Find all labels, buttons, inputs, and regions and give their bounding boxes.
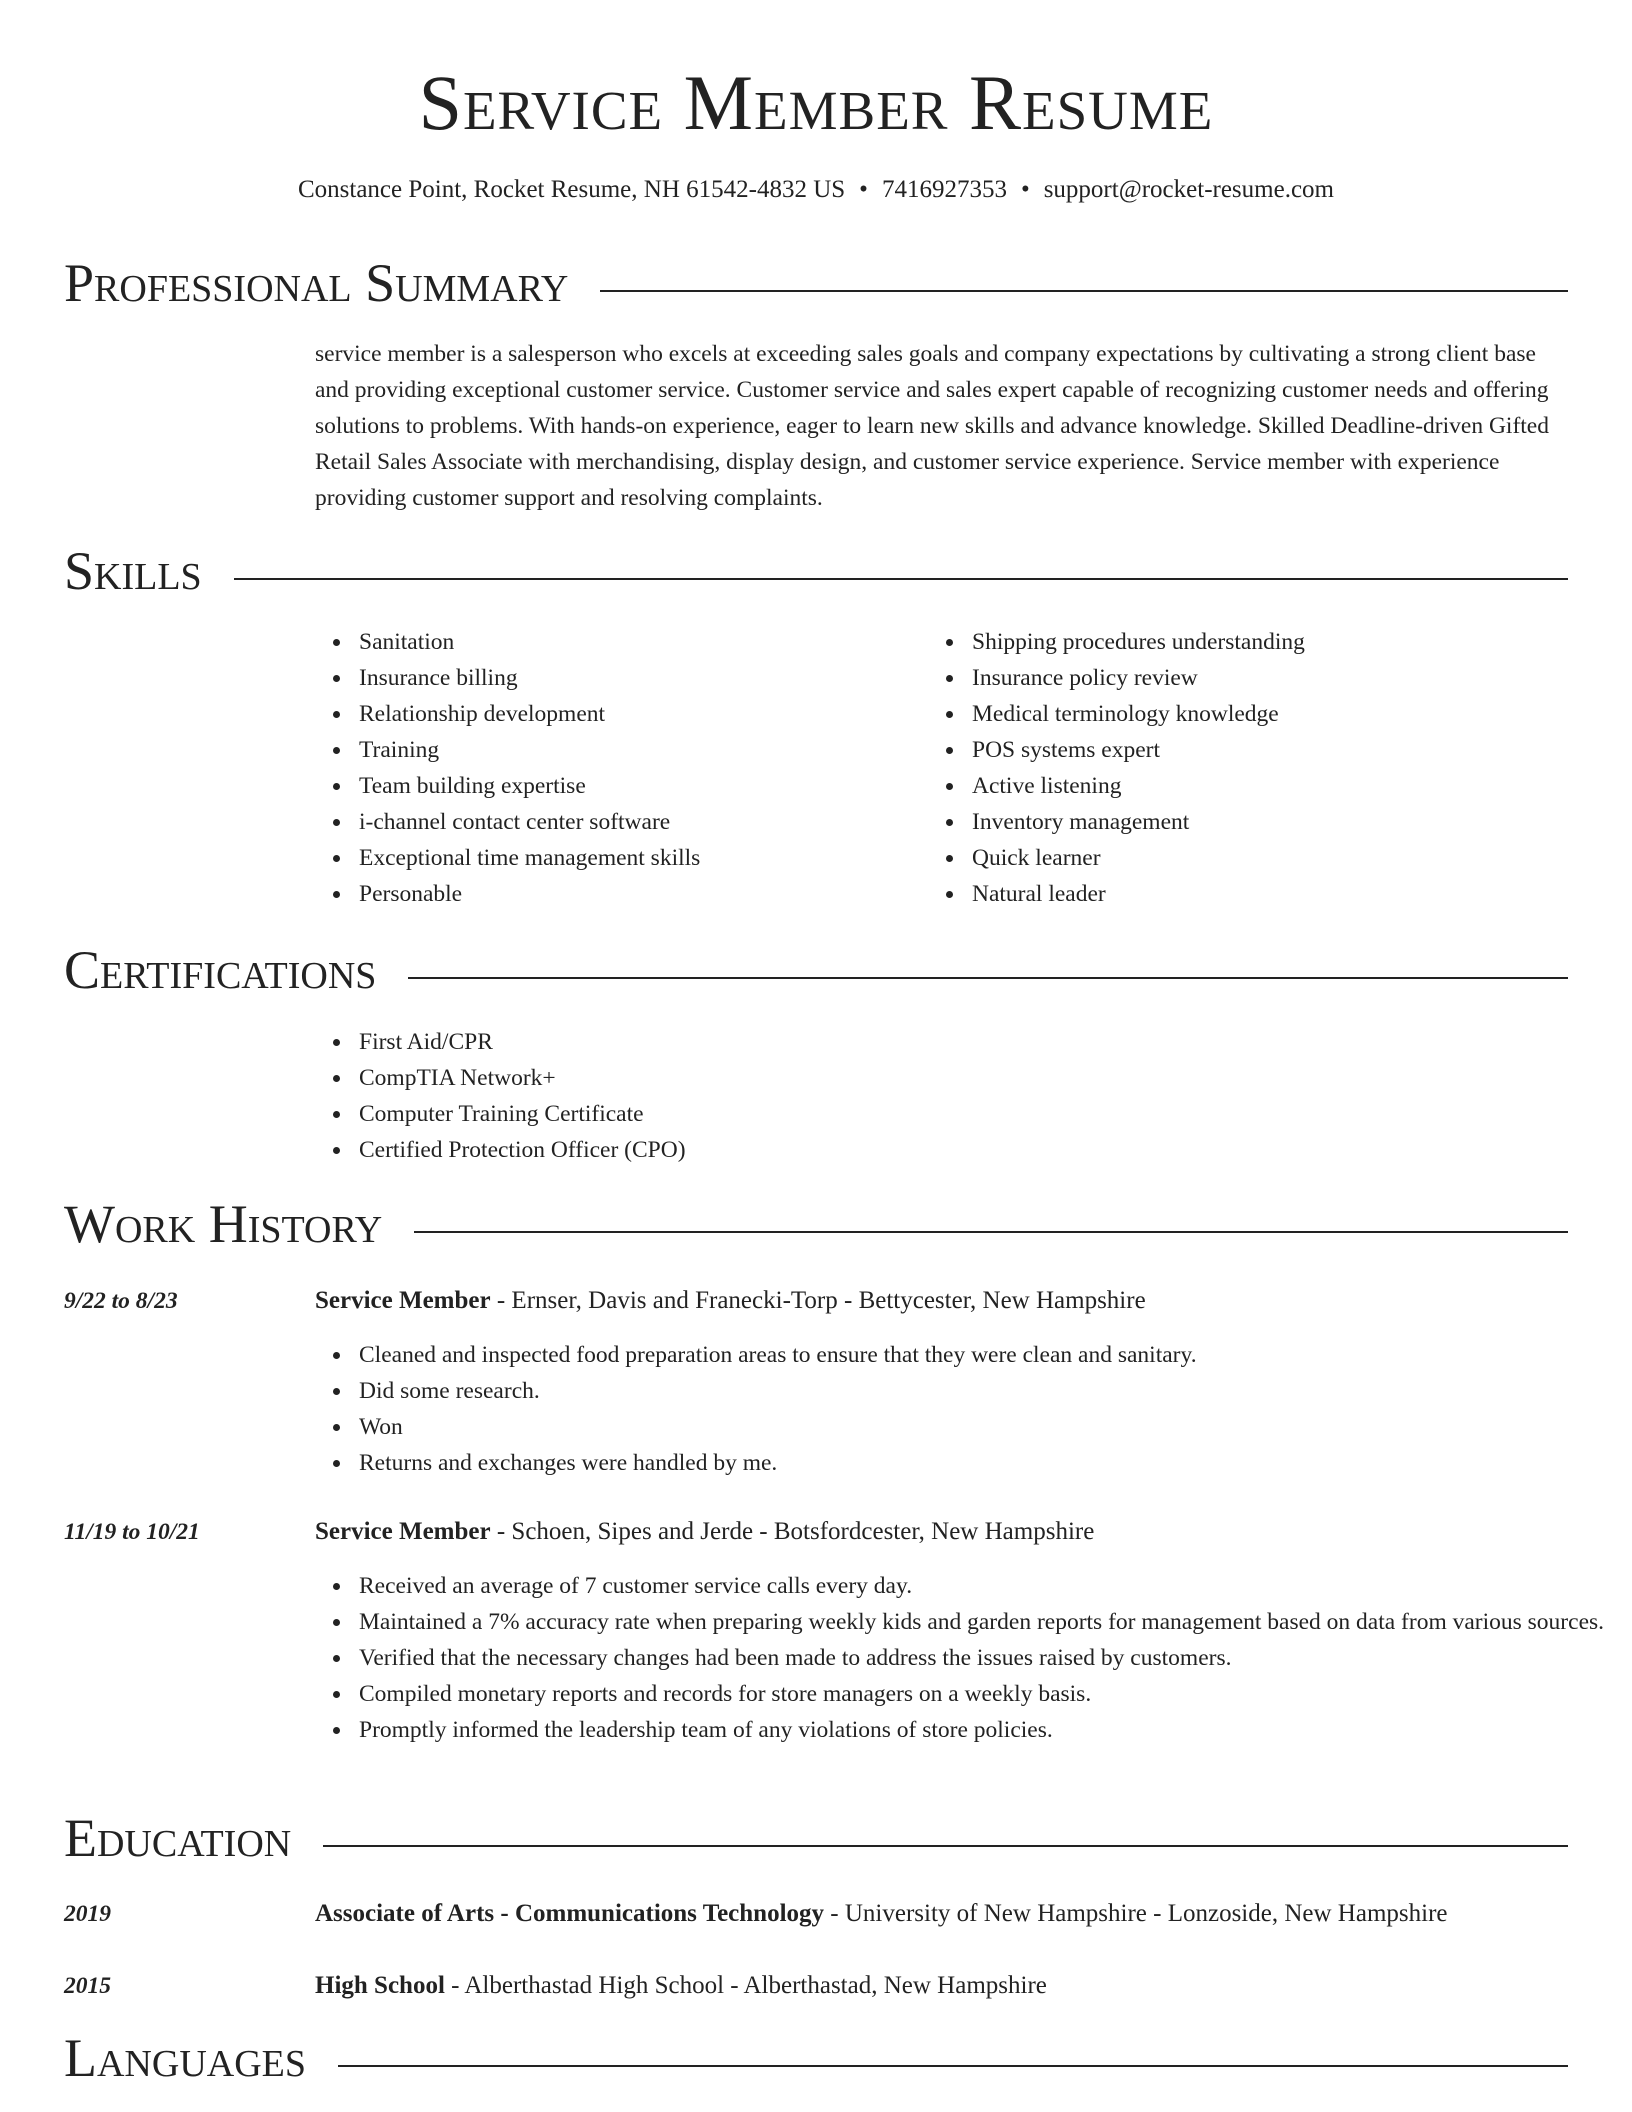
job-bullet: Maintained a 7% accuracy rate when preparing weekly kids and garden reports for management based on data from various sources. <box>359 1604 1614 1640</box>
job-bullets <box>315 1568 1614 1748</box>
skills-list-right <box>928 624 1572 912</box>
job-bullet: Promptly informed the leadership team of any violations of store policies. <box>359 1712 1614 1748</box>
education-year: 2015 <box>64 1973 111 1999</box>
job-bullet: Received an average of 7 customer service calls every day. <box>359 1568 1614 1604</box>
job-details: - Ernser, Davis and Franecki-Torp - Bettycester, New Hampshire <box>490 1287 1146 1314</box>
skills-list-left <box>315 624 919 912</box>
education-degree: Associate of Arts - Communications Technology <box>315 1900 825 1927</box>
summary-heading: Professional Summary <box>64 253 600 313</box>
skill-item: Insurance billing <box>359 660 919 696</box>
contact-separator: • <box>1020 176 1030 203</box>
job-details: - Schoen, Sipes and Jerde - Botsfordcester, New Hampshire <box>490 1518 1095 1545</box>
skill-item: Insurance policy review <box>972 660 1572 696</box>
job-bullets <box>315 1337 1614 1481</box>
education-heading: Education <box>64 1808 323 1868</box>
skill-item: Quick learner <box>972 840 1572 876</box>
skill-item: Exceptional time management skills <box>359 840 919 876</box>
skills-section-header <box>64 541 1568 601</box>
job-bullet: Cleaned and inspected food preparation areas to ensure that they were clean and sanitary. <box>359 1337 1614 1373</box>
skill-item: i-channel contact center software <box>359 804 919 840</box>
education-entry <box>315 1968 1570 2004</box>
skill-item: Shipping procedures understanding <box>972 624 1572 660</box>
job-header <box>315 1283 1570 1319</box>
work-heading: Work History <box>64 1194 414 1254</box>
certifications-list <box>315 1024 1614 1168</box>
certification-item: First Aid/CPR <box>359 1024 1614 1060</box>
certifications-heading: Certifications <box>64 940 408 1000</box>
languages-section-header <box>64 2028 1568 2088</box>
certification-item: CompTIA Network+ <box>359 1060 1614 1096</box>
certification-item: Computer Training Certificate <box>359 1096 1614 1132</box>
education-details: - University of New Hampshire - Lonzoside, New Hampshire <box>824 1900 1448 1927</box>
resume-title: Service Member Resume <box>418 59 1214 146</box>
education-degree: High School <box>315 1972 445 1999</box>
job-bullet: Won <box>359 1409 1614 1445</box>
certifications-section-header <box>64 940 1568 1000</box>
education-details: - Alberthastad High School - Alberthastad, New Hampshire <box>444 1972 1047 1999</box>
contact-address: Constance Point, Rocket Resume, NH 61542-4832 US <box>297 176 846 203</box>
work-section-header <box>64 1194 1568 1254</box>
job-bullet: Verified that the necessary changes had been made to address the issues raised by customers. <box>359 1640 1614 1676</box>
contact-separator: • <box>859 176 868 203</box>
skill-item: POS systems expert <box>972 732 1572 768</box>
skill-item: Natural leader <box>972 876 1572 912</box>
education-entry <box>315 1896 1570 1932</box>
section-divider <box>64 578 1568 580</box>
job-header <box>315 1514 1570 1550</box>
education-section-header <box>64 1808 1568 1868</box>
skill-item: Team building expertise <box>359 768 919 804</box>
summary-text: service member is a salesperson who excels at exceeding sales goals and company expectations by cultivating a strong client base and providing exceptional customer service. Customer service and sales expert capable of recognizing customer needs and offering solutions to problems. With hands-on experience, eager to learn new skills and advance knowledge. Skilled Deadline-driven Gifted Retail Sales Associate with merchandising, display design, and customer service experience. Service member with experience providing customer support and resolving complaints. <box>315 341 1549 511</box>
job-bullet: Compiled monetary reports and records for store managers on a weekly basis. <box>359 1676 1614 1712</box>
skills-heading: Skills <box>64 541 234 601</box>
job-dates: 9/22 to 8/23 <box>64 1288 178 1314</box>
job-dates: 11/19 to 10/21 <box>64 1519 200 1545</box>
summary-section-header <box>64 253 1568 313</box>
skill-item: Inventory management <box>972 804 1572 840</box>
skill-item: Active listening <box>972 768 1572 804</box>
job-bullet: Did some research. <box>359 1373 1614 1409</box>
job-title: Service Member <box>315 1287 491 1314</box>
education-year: 2019 <box>64 1901 111 1927</box>
skill-item: Sanitation <box>359 624 919 660</box>
skill-item: Training <box>359 732 919 768</box>
contact-phone: 7416927353 <box>881 176 1007 203</box>
contact-email: support@rocket-resume.com <box>1043 176 1334 203</box>
skill-item: Personable <box>359 876 919 912</box>
contact-line <box>0 174 1632 206</box>
languages-heading: Languages <box>64 2028 338 2088</box>
job-title: Service Member <box>315 1518 491 1545</box>
job-bullet: Returns and exchanges were handled by me. <box>359 1445 1614 1481</box>
skill-item: Relationship development <box>359 696 919 732</box>
skill-item: Medical terminology knowledge <box>972 696 1572 732</box>
certification-item: Certified Protection Officer (CPO) <box>359 1132 1614 1168</box>
